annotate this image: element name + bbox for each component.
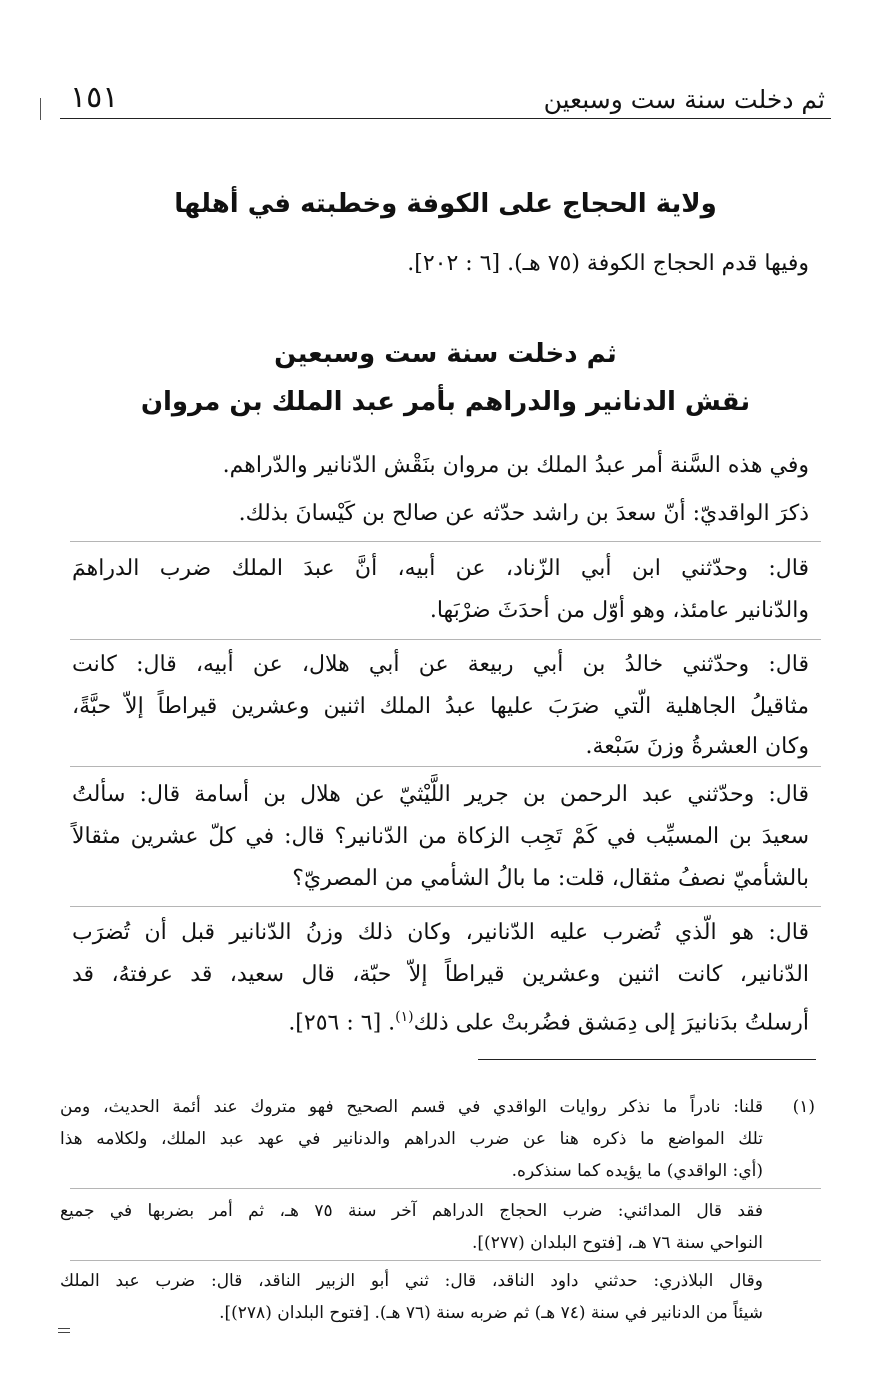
paragraph-divider: [70, 1260, 821, 1261]
section-heading-coinage: نقش الدنانير والدراهم بأمر عبد الملك بن مروان: [140, 387, 751, 417]
margin-mark: [58, 1328, 70, 1336]
footnote-line: (أي: الواقدي) ما يؤيده كما سنذكره.: [511, 1161, 763, 1181]
paragraph-line: سعيدَ بن المسيِّب في كَمْ تَجِب الزكاة من الدّنانير؟ قال: في كلّ عشرين مثقالاً: [72, 824, 809, 849]
page-header: [60, 80, 831, 120]
citation-text: . [٦ : ٢٥٦].: [288, 1010, 396, 1036]
footnote-line: فقد قال المدائني: ضرب الحجاج الدراهم آخر سنة ٧٥ هـ، ثم أمر بضربها في جميع: [60, 1201, 763, 1221]
paragraph-line: مثاقيلُ الجاهلية الّتي ضرَبَ عليها عبدُ الملك اثنين وعشرين قيراطاً إلاّ حبَّةً،: [72, 694, 809, 719]
footnote-line: قلنا: نادراً ما نذكر روايات الواقدي في قسم الصحيح فهو متروك عند أئمة الحديث، ومن: [60, 1097, 763, 1117]
section-line: وفيها قدم الحجاج الكوفة (٧٥ هـ). [٦ : ٢٠٢].: [407, 251, 809, 276]
paragraph-line: ذكرَ الواقديّ: أنّ سعدَ بن راشد حدّثه عن صالح بن كَيْسانَ بذلك.: [238, 501, 809, 526]
paragraph-line: قال: وحدّثني خالدُ بن أبي ربيعة عن أبي هلال، عن أبيه، قال: كانت: [72, 652, 809, 677]
paragraph-line: قال: وحدّثني ابن أبي الزّناد، عن أبيه، أنَّ عبدَ الملك ضرب الدراهمَ: [72, 556, 809, 581]
paragraph-divider: [70, 541, 821, 542]
footnote-rule: [478, 1059, 816, 1060]
paragraph-text: أرسلتُ بدَنانيرَ إلى دِمَشق فضُربتْ على ذلك: [413, 1010, 809, 1036]
paragraph-line: وكان العشرةُ وزنَ سَبْعة.: [585, 734, 809, 759]
margin-tick: [40, 98, 41, 120]
paragraph-line: والدّنانير عامئذ، وهو أوّل من أحدَثَ ضرْبَها.: [429, 598, 809, 623]
paragraph-divider: [70, 766, 821, 767]
footnote-reference: (١): [395, 1009, 414, 1025]
paragraph-line: قال: هو الّذي تُضرب عليه الدّنانير، وكان ذلك وزنُ الدّنانير قبل أن تُضرَب: [72, 920, 809, 945]
paragraph-line: بالشأميّ نصفُ مثقال، قلت: ما بالُ الشأمي من المصريّ؟: [292, 866, 809, 891]
page-number: ١٥١: [70, 80, 119, 115]
paragraph-line: وفي هذه السَّنة أمر عبدُ الملك بن مروان بنَقْش الدّنانير والدّراهم.: [222, 453, 809, 478]
footnote-line: النواحي سنة ٧٦ هـ، [فتوح البلدان (٢٧٧)].: [472, 1233, 763, 1253]
paragraph-divider: [70, 1188, 821, 1189]
running-title: ثم دخلت سنة ست وسبعين: [543, 85, 825, 114]
footnote-line: وقال البلاذري: حدثني داود الناقد، قال: ثني أبو الزبير الناقد، قال: ضرب عبد الملك: [60, 1271, 763, 1291]
paragraph-line: الدّنانير، كانت اثنين وعشرين قيراطاً إلاّ حبّة، قال سعيد، قد عرفتهُ، قد: [72, 962, 809, 987]
paragraph-line: [72, 997, 809, 1043]
footnote-marker: (١): [792, 1097, 815, 1117]
section-heading-hajjaj: ولاية الحجاج على الكوفة وخطبته في أهلها: [174, 189, 717, 219]
paragraph-divider: [70, 639, 821, 640]
paragraph-divider: [70, 906, 821, 907]
paragraph-line: قال: وحدّثني عبد الرحمن بن جرير اللَّيْثيّ عن هلال بن أسامة قال: سألتُ: [72, 782, 809, 807]
footnote-line: تلك المواضع ما ذكره هنا عن ضرب الدراهم والدنانير في عهد عبد الملك، ولكلامه هذا: [60, 1129, 763, 1149]
year-heading: ثم دخلت سنة ست وسبعين: [274, 339, 617, 369]
footnote-line: شيئاً من الدنانير في سنة (٧٤ هـ) ثم ضربه سنة (٧٦ هـ). [فتوح البلدان (٢٧٨)].: [219, 1303, 763, 1323]
header-rule: [60, 118, 831, 119]
